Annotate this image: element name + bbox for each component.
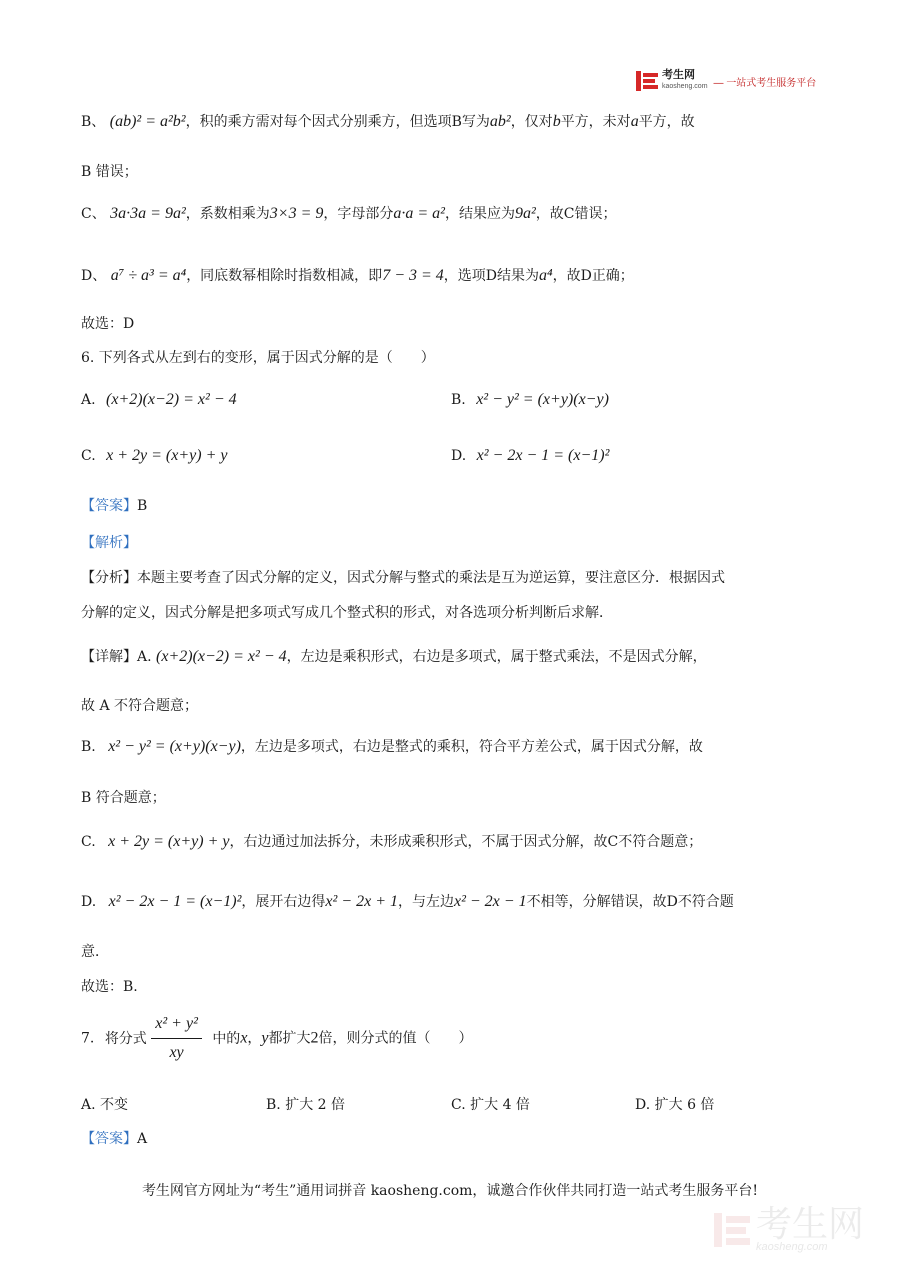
kaosheng-logo-icon bbox=[636, 71, 658, 91]
q5-option-b-explanation: B、 (ab)² = a²b²，积的乘方需对每个因式分别乘方，但选项B写为ab²，仅对b平方，未对a平方，故 bbox=[81, 113, 695, 130]
q6-detail-d-cont: 意． bbox=[81, 944, 109, 960]
fraction-denominator: xy bbox=[169, 1044, 184, 1061]
q7-option-a: A. 不变 bbox=[81, 1097, 129, 1113]
q6-choice: 故选：B. bbox=[81, 979, 138, 995]
q5-option-d-explanation: D、 a⁷ ÷ a³ = a⁴，同底数幂相除时指数相减，即7 − 3 = 4，选项D结果为a⁴，故D正确； bbox=[81, 267, 634, 284]
footer-text: 考生网官方网址为“考生”通用词拼音 kaosheng.com，诚邀合作伙伴共同打造一站式考生服务平台! bbox=[141, 1183, 759, 1199]
q7-option-b: B. 扩大 2 倍 bbox=[266, 1097, 345, 1113]
q5-option-c-explanation: C、 3a·3a = 9a²，系数相乘为3×3 = 9，字母部分a·a = a²，结果应为9a²，故C错误； bbox=[81, 205, 617, 222]
q7-answer: 【答案】A bbox=[81, 1131, 148, 1147]
q6-fenxi-1: 【分析】本题主要考查了因式分解的定义，因式分解与整式的乘法是互为逆运算，要注意区分．根据因式 bbox=[81, 570, 725, 586]
logo-slogan: — 一站式考生服务平台 bbox=[713, 77, 817, 89]
q6-option-c: C. x + 2y = (x+y) + y bbox=[81, 447, 228, 464]
q6-detail-b-cont: B 符合题意； bbox=[81, 790, 166, 806]
logo-text bbox=[662, 70, 708, 92]
q6-detail-a: 【详解】A. (x+2)(x−2) = x² − 4，左边是乘积形式，右边是多项式，属于整式乘法，不是因式分解， bbox=[81, 648, 707, 665]
formula: (ab)² = a²b² bbox=[109, 113, 186, 130]
q7-option-d: D. 扩大 6 倍 bbox=[635, 1097, 715, 1113]
watermark bbox=[714, 1203, 865, 1253]
q6-detail-d: D. x² − 2x − 1 = (x−1)²，展开右边得x² − 2x + 1，与左边x² − 2x − 1不相等，分解错误，故D不符合题 bbox=[81, 893, 734, 910]
header-logo[interactable] bbox=[636, 70, 816, 92]
watermark-logo-icon bbox=[714, 1213, 750, 1247]
logo-name: 考生网 bbox=[662, 69, 695, 81]
fraction-numerator: x² + y² bbox=[151, 1012, 202, 1039]
q7-option-c: C. 扩大 4 倍 bbox=[451, 1097, 530, 1113]
q7-stem: 7. 将分式 $\frac{\text{x² + y²}}{xy}$ 中的x，y都扩大2倍，则分式的值（ ） bbox=[81, 1012, 473, 1065]
watermark-domain: kaosheng.com bbox=[756, 1241, 828, 1253]
q6-detail-b: B. x² − y² = (x+y)(x−y)，左边是多项式，右边是整式的乘积，符合平方差公式，属于因式分解，故 bbox=[81, 738, 703, 755]
q6-answer: 【答案】B bbox=[81, 498, 148, 514]
q6-detail-c: C. x + 2y = (x+y) + y，右边通过加法拆分，未形成乘积形式，不属于因式分解，故C不符合题意； bbox=[81, 833, 703, 850]
q6-detail-a-cont: 故 A 不符合题意； bbox=[81, 698, 199, 714]
q6-analysis-tag: 【解析】 bbox=[81, 535, 137, 551]
q6-option-b: B. x² − y² = (x+y)(x−y) bbox=[451, 391, 609, 408]
q5-option-b-cont: B 错误； bbox=[81, 164, 138, 180]
q6-fenxi-2: 分解的定义，因式分解是把多项式写成几个整式积的形式，对各选项分析判断后求解． bbox=[81, 605, 613, 621]
q6-option-a: A. (x+2)(x−2) = x² − 4 bbox=[81, 391, 237, 408]
q7-fraction bbox=[151, 1012, 202, 1065]
q5-choice: 故选：D bbox=[81, 316, 135, 332]
watermark-name: 考生网 bbox=[756, 1203, 865, 1244]
q6-option-d: D. x² − 2x − 1 = (x−1)² bbox=[451, 447, 610, 464]
answer-tag: 【答案】 bbox=[81, 498, 137, 514]
logo-domain: kaosheng.com bbox=[662, 83, 708, 90]
q6-stem: 6. 下列各式从左到右的变形，属于因式分解的是（ ） bbox=[81, 350, 435, 366]
